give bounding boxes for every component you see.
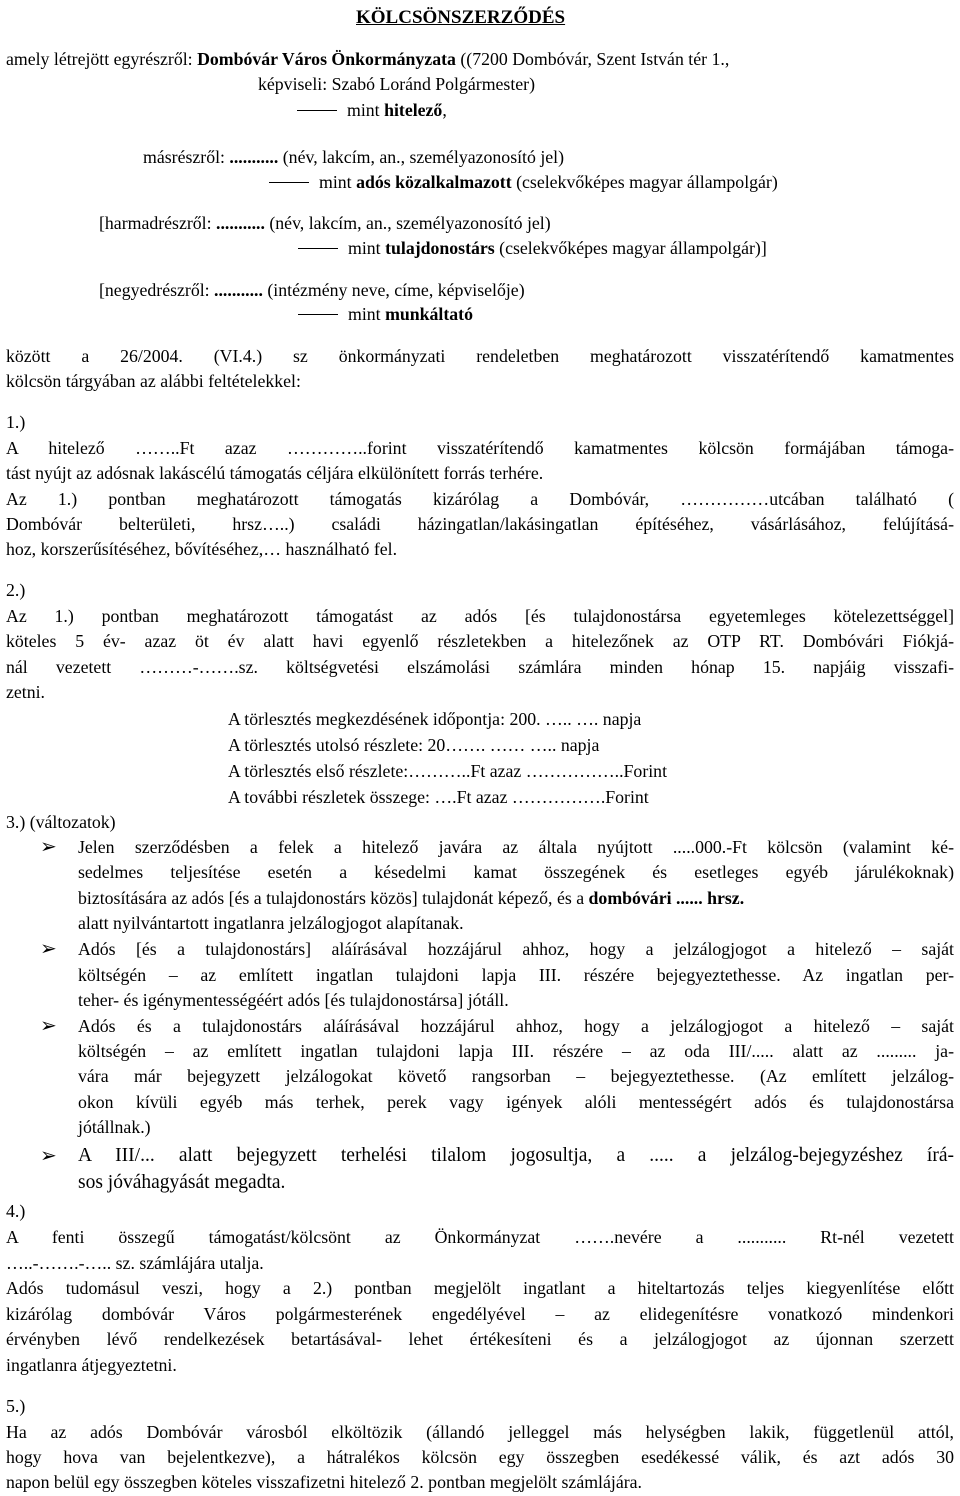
variant-1-line: Jelen szerződésben a felek a hitelező javára az általa nyújtott .....000.-Ft kölcsön (valamint ké- xyxy=(78,837,954,857)
document-title: KÖLCSÖNSZERZŐDÉS xyxy=(356,7,566,28)
section-4-number: 4.) xyxy=(6,1201,26,1221)
role-name: hitelező xyxy=(384,100,443,120)
fourth-party-line xyxy=(99,278,525,302)
variant-4-line: A III/... alatt bejegyzett terhelési tilalom jogosultja, a ..... a jelzálog-bejegyzéshez írá- xyxy=(78,1145,954,1166)
variant-4-line: sos jóváhagyását megadta. xyxy=(78,1172,286,1193)
section-4-line: A fenti összegű támogatást/kölcsönt az Önkormányzat …….nevére a ........... Rt-nél vezetett xyxy=(6,1227,954,1247)
bullet-arrow-icon: ➢ xyxy=(40,1145,57,1167)
lender-name: Dombóvár Város Önkormányzata xyxy=(197,49,456,69)
role-name: munkáltató xyxy=(385,304,473,324)
schedule-line: A további részletek összege: ….Ft azaz …………….Forint xyxy=(228,787,649,807)
third-fields: (név, lakcím, an., személyazonosító jel) xyxy=(264,213,551,233)
preamble-line: kölcsön tárgyában az alábbi feltételekkel: xyxy=(6,371,301,391)
variant-1-text: biztosítására az adós [és a tulajdonostárs közös] tulajdonát képező, és a xyxy=(78,888,589,908)
third-party-role xyxy=(298,236,767,260)
bullet-arrow-icon: ➢ xyxy=(40,1015,57,1037)
section-2-number: 2.) xyxy=(6,580,26,600)
section-2-line: nál vezetett ………-…….sz. költségvetési elszámolási számlára minden hónap 15. napjáig visszafi- xyxy=(6,657,954,677)
fourth-prefix: [negyedrészről: xyxy=(99,280,215,300)
section-4-line: Adós tudomásul veszi, hogy a 2.) pontban megjelölt ingatlant a hiteltartozás teljes kiegyenlítése előtt xyxy=(6,1278,954,1298)
section-1-line: A hitelező ……..Ft azaz …………..forint visszatérítendő kamatmentes kölcsön formájában támoga- xyxy=(6,438,954,458)
section-5-line: napon belül egy összegben köteles visszafizetni hitelező 2. pontban megjelölt számlájára. xyxy=(6,1472,642,1492)
bullet-arrow-icon: ➢ xyxy=(40,836,57,858)
section-3-number: 3.) (változatok) xyxy=(6,812,116,832)
section-2-line: zetni. xyxy=(6,682,46,702)
role-suffix: (cselekvőképes magyar állampolgár) xyxy=(511,172,778,192)
variant-1-line: alatt nyilvántartott ingatlanra jelzálogjogot alapítanak. xyxy=(78,913,464,933)
section-4-line: érvényben lévő rendelkezések betartásával- lehet értékesíteni és a jelzálogjogot az újonnan szerzett xyxy=(6,1329,954,1349)
intro-text: amely létrejött egyrészről: xyxy=(6,49,198,69)
debtor-line xyxy=(143,145,564,169)
fourth-party-role xyxy=(298,302,473,326)
section-5-line: hogy hova van bejelentkezve), a hátralékos kölcsön egy összegben esedékessé válik, és azt adós 30 xyxy=(6,1447,954,1467)
schedule-line: A törlesztés megkezdésének időpontja: 200. ….. …. napja xyxy=(228,709,642,729)
debtor-role xyxy=(269,170,778,194)
schedule-line: A törlesztés első részlete:………..Ft azaz ……………..Forint xyxy=(228,761,668,781)
lender-role xyxy=(297,98,447,122)
variant-2-line: teher- és igénymentességéért adós [és tulajdonostársa] jótáll. xyxy=(78,990,509,1010)
section-1-line: hoz, korszerűsítéséhez, bővítéséhez,… használható fel. xyxy=(6,539,398,559)
variant-1-line xyxy=(78,886,744,910)
dash xyxy=(297,110,337,111)
variant-2-line: Adós [és a tulajdonostárs] aláírásával hozzájárul ahhoz, hogy a jelzálogjogot a hitelező – saját xyxy=(78,939,954,959)
third-dots: ........... xyxy=(216,213,265,233)
lender-address: ((7200 Dombóvár, Szent István tér 1., xyxy=(455,49,730,69)
variant-3-line: vára már bejegyzett jelzálogokat követő rangsorban – bejegyeztethesse. (Az említett jelzálog- xyxy=(78,1066,954,1086)
section-1-line: Dombóvár belterületi, hrsz…..) családi házingatlan/lakásingatlan építéséhez, vásárlásához, felújításá- xyxy=(6,514,954,534)
variant-1-line: sedelmes teljesítése esetén a késedelmi kamat összegének és esetleges egyéb járulékoknak) xyxy=(78,862,954,882)
dash xyxy=(269,182,309,183)
lender-line xyxy=(6,47,729,71)
third-party-line xyxy=(99,211,551,235)
section-5-line: Ha az adós Dombóvár városból elköltözik (állandó jelleggel más helységben lakik, függetlenül attól, xyxy=(6,1422,954,1442)
section-4-line: ingatlanra átjegyeztetni. xyxy=(6,1355,177,1375)
role-suffix: , xyxy=(442,100,447,120)
lender-representative: képviseli: Szabó Loránd Polgármester) xyxy=(258,74,536,94)
section-2-line: Az 1.) pontban meghatározott támogatást az adós [és tulajdonostársa egyetemleges kötelezettséggel] xyxy=(6,606,954,626)
role-prefix: mint xyxy=(319,172,357,192)
section-4-line: …..-…….-….. sz. számlájára utalja. xyxy=(6,1253,264,1273)
debtor-fields: (név, lakcím, an., személyazonosító jel) xyxy=(278,147,565,167)
role-prefix: mint xyxy=(348,238,386,258)
role-suffix: (cselekvőképes magyar állampolgár)] xyxy=(494,238,767,258)
debtor-dots: ........... xyxy=(229,147,279,167)
fourth-fields: (intézmény neve, címe, képviselője) xyxy=(262,280,525,300)
variant-1-bold: dombóvári ...... hrsz. xyxy=(588,888,745,908)
variant-3-line: költségén – az említett ingatlan tulajdoni lapja III. részére – az oda III/..... alatt az ......... ja- xyxy=(78,1041,954,1061)
variant-3-line: okon kívüli egyéb más terhek, perek vagy igények alóli mentességért adós és tulajdonostársa xyxy=(78,1092,954,1112)
role-name: adós közalkalmazott xyxy=(356,172,512,192)
role-name: tulajdonostárs xyxy=(385,238,495,258)
schedule-line: A törlesztés utolsó részlete: 20……. …… ….. napja xyxy=(228,735,600,755)
debtor-prefix: másrészről: xyxy=(143,147,230,167)
section-1-number: 1.) xyxy=(6,412,26,432)
dash xyxy=(298,248,338,249)
third-prefix: [harmadrészről: xyxy=(99,213,217,233)
role-prefix: mint xyxy=(347,100,385,120)
variant-3-line: jótállnak.) xyxy=(78,1117,151,1137)
role-prefix: mint xyxy=(348,304,386,324)
section-2-line: köteles 5 év- azaz öt év alatt havi egyenlő részletekben a hitelezőnek az OTP RT. Dombóvári Fiókjá- xyxy=(6,631,954,651)
dash xyxy=(298,314,338,315)
section-1-line: tást nyújt az adósnak lakáscélú támogatás céljára elkülönített forrás terhére. xyxy=(6,463,544,483)
section-1-line: Az 1.) pontban meghatározott támogatás kizárólag a Dombóvár, ……………utcában található ( xyxy=(6,489,954,509)
section-5-number: 5.) xyxy=(6,1396,26,1416)
variant-3-line: Adós és a tulajdonostárs aláírásával hozzájárul ahhoz, hogy a jelzálogjogot a hitelező – saját xyxy=(78,1016,954,1036)
section-4-line: kizárólag dombóvár Város polgármesterének engedélyével – az elidegenítésre vonatkozó mindenkori xyxy=(6,1304,954,1324)
bullet-arrow-icon: ➢ xyxy=(40,938,57,960)
preamble-line: között a 26/2004. (VI.4.) sz önkormányzati rendeletben meghatározott visszatérítendő kamatmentes xyxy=(6,346,954,366)
fourth-dots: ........... xyxy=(214,280,263,300)
variant-2-line: költségén – az említett ingatlan tulajdoni lapja III. részére bejegyeztethesse. Az ingatlan per- xyxy=(78,965,954,985)
